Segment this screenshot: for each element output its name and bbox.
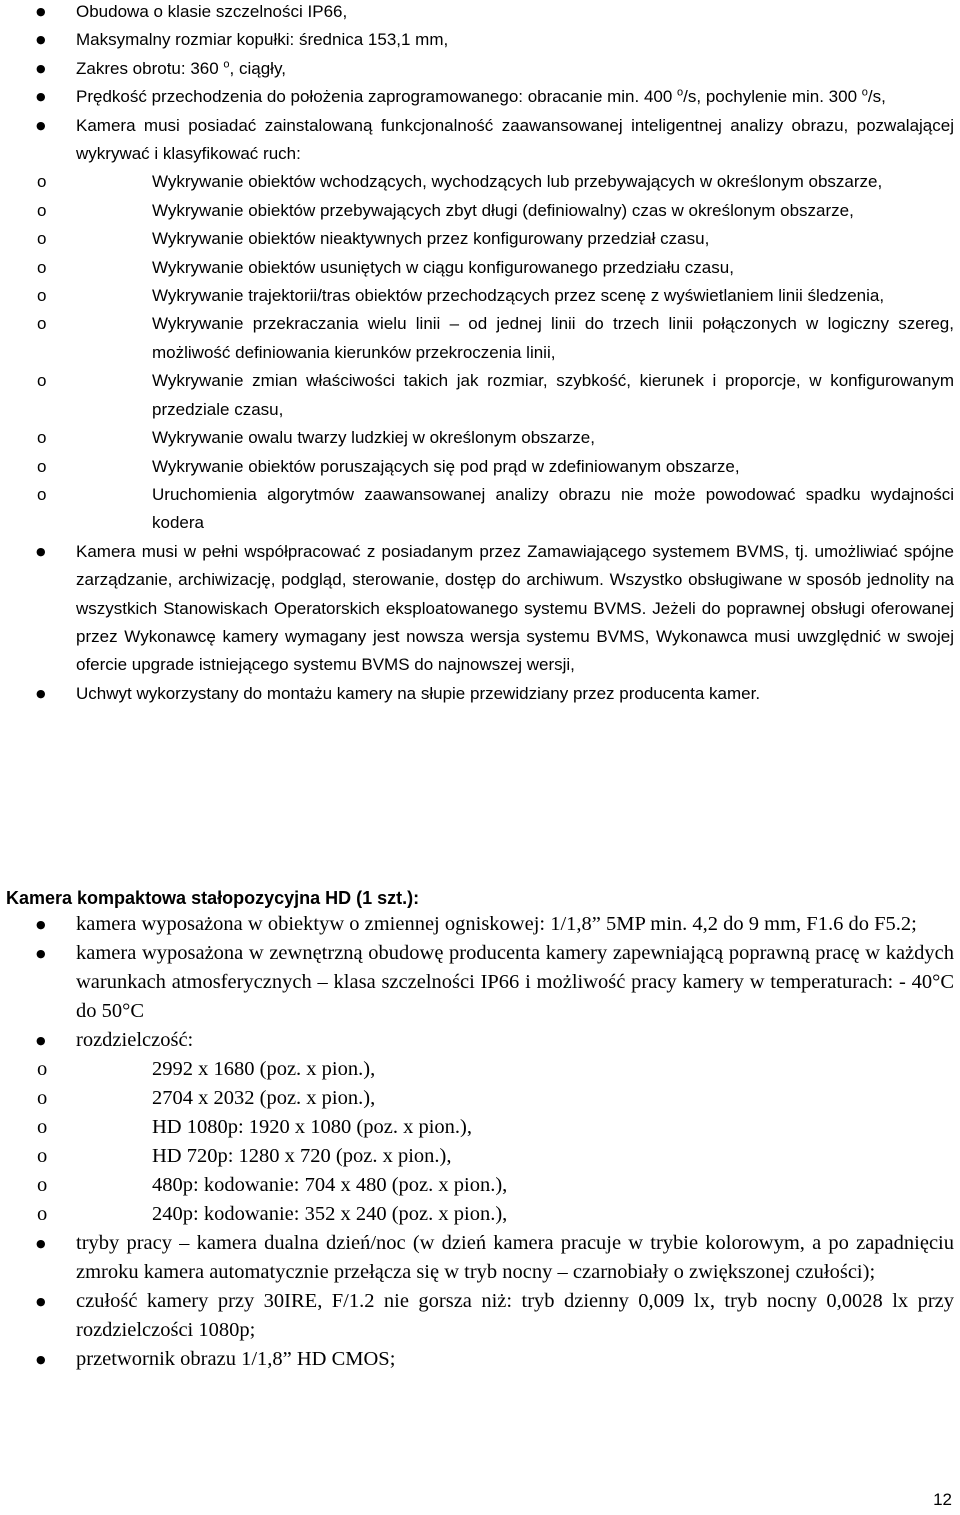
list-item xyxy=(0,0,960,26)
sub-list-item: o Wykrywanie przekraczania wielu linii – od jednej linii do trzech linii połączonych w logiczny szereg, możliwość definiowania kierunków przekroczenia linii, xyxy=(0,310,954,367)
page-number: 12 xyxy=(933,1490,952,1509)
list-item xyxy=(0,1287,960,1345)
list-item-text: czułość kamery przy 30IRE, F/1.2 nie gorsza niż: tryb dzienny 0,009 lx, tryb nocny 0,0028 lx przy rozdzielczości 1080p; xyxy=(76,1290,954,1341)
sub-list-item: o Wykrywanie obiektów usuniętych w ciągu konfigurowanego przedziału czasu, xyxy=(0,254,954,282)
list-item xyxy=(0,939,960,1026)
spec-list-compact-camera xyxy=(0,910,960,1374)
sub-list-item: o Wykrywanie obiektów wchodzących, wychodzących lub przebywających w określonym obszarze, xyxy=(0,168,954,196)
list-item-text: kamera wyposażona w zewnętrzną obudowę producenta kamery zapewniającą poprawną pracę w każdych warunkach atmosferycznych – klasa szczelności IP66 i możliwość pracy kamery w temperaturach: - 40°C do 50°C xyxy=(76,942,954,1022)
list-item xyxy=(0,1229,960,1287)
list-item-text: kamera wyposażona w obiektyw o zmiennej ogniskowej: 1/1,8” 5MP min. 4,2 do 9 mm, F1.6 do F5.2; xyxy=(76,913,917,935)
list-item xyxy=(0,112,960,538)
list-item xyxy=(0,680,960,708)
list-item-text-after: /s, xyxy=(867,87,886,107)
list-item-text-after: , ciągły, xyxy=(229,58,286,78)
sub-list-item: o 480p: kodowanie: 704 x 480 (poz. x pion.), xyxy=(0,1171,954,1200)
sub-list-item: o Wykrywanie obiektów nieaktywnych przez konfigurowany przedział czasu, xyxy=(0,225,954,253)
sub-list-item: o 2992 x 1680 (poz. x pion.), xyxy=(0,1055,954,1084)
degree-superscript: o xyxy=(223,58,230,71)
list-item-text: Obudowa o klasie szczelności IP66, xyxy=(76,2,348,21)
sub-list-item: o Wykrywanie owalu twarzy ludzkiej w określonym obszarze, xyxy=(0,424,954,452)
sub-list xyxy=(0,1055,954,1229)
list-item-text: Kamera musi posiadać zainstalowaną funkcjonalność zaawansowanej inteligentnej analizy obrazu, pozwalającej wykrywać i klasyfikować ruch: xyxy=(76,115,954,164)
list-item-text: Kamera musi w pełni współpracować z posiadanym przez Zamawiającego systemem BVMS, tj. umożliwiać spójne zarządzanie, archiwizację, podgląd, sterowanie, dostęp do archiwum. Wszystko obsługiwane w sposób jednolity na wszystkich Stanowiskach Operatorskich eksploatowanego systemu BVMS. Jeżeli do poprawnej obsługi oferowanej przez Wykonawcę kamery wymagany jest nowsza wersja systemu BVMS, Wykonawca musi uwzględnić w swojej ofercie upgrade istniejącego systemu BVMS do najnowszej wersji, xyxy=(76,541,954,675)
sub-list-item: o Uruchomienia algorytmów zaawansowanej analizy obrazu nie może powodować spadku wydajności kodera xyxy=(0,481,954,538)
list-item xyxy=(0,1026,960,1229)
list-item-text: rozdzielczość: xyxy=(76,1029,194,1051)
list-item-text: tryby pracy – kamera dualna dzień/noc (w dzień kamera pracuje w trybie kolorowym, a po zapadnięciu zmroku kamera automatycznie przełącza się w tryb nocny – czarnobiały o zwiększonej czułości); xyxy=(76,1232,954,1283)
section-heading: Kamera kompaktowa stałopozycyjna HD (1 szt.): xyxy=(6,888,420,908)
sub-list xyxy=(0,168,954,537)
list-item-text: Uchwyt wykorzystany do montażu kamery na słupie przewidziany przez producenta kamer. xyxy=(76,683,761,703)
sub-list-item: o HD 1080p: 1920 x 1080 (poz. x pion.), xyxy=(0,1113,954,1142)
list-item-text: przetwornik obrazu 1/1,8” HD CMOS; xyxy=(76,1348,396,1370)
list-item xyxy=(0,55,960,83)
list-item xyxy=(0,1345,960,1374)
sub-list-item: o Wykrywanie obiektów poruszających się pod prąd w zdefiniowanym obszarze, xyxy=(0,453,954,481)
list-item xyxy=(0,538,960,680)
degree-superscript: o xyxy=(861,86,868,99)
list-item xyxy=(0,83,960,111)
sub-list-item: o Wykrywanie zmian właściwości takich jak rozmiar, szybkość, kierunek i proporcje, w konfigurowanym przedziale czasu, xyxy=(0,367,954,424)
list-item xyxy=(0,910,960,939)
list-item-text: Maksymalny rozmiar kopułki: średnica 153,1 mm, xyxy=(76,30,449,50)
sub-list-item: o HD 720p: 1280 x 720 (poz. x pion.), xyxy=(0,1142,954,1171)
sub-list-item: o 240p: kodowanie: 352 x 240 (poz. x pion.), xyxy=(0,1200,954,1229)
sub-list-item: o Wykrywanie obiektów przebywających zbyt długi (definiowalny) czas w określonym obszarze, xyxy=(0,197,954,225)
degree-superscript: o xyxy=(677,86,684,99)
list-item-text: Prędkość przechodzenia do położenia zaprogramowanego: obracanie min. 400 xyxy=(76,87,678,107)
sub-list-item: o Wykrywanie trajektorii/tras obiektów przechodzących przez scenę z wyświetlaniem linii śledzenia, xyxy=(0,282,954,310)
list-item xyxy=(0,26,960,54)
list-item-text: Zakres obrotu: 360 xyxy=(76,58,224,78)
list-item-text-after: /s, pochylenie min. 300 xyxy=(683,87,862,107)
spec-list-dome-camera xyxy=(0,0,960,708)
sub-list-item: o 2704 x 2032 (poz. x pion.), xyxy=(0,1084,954,1113)
